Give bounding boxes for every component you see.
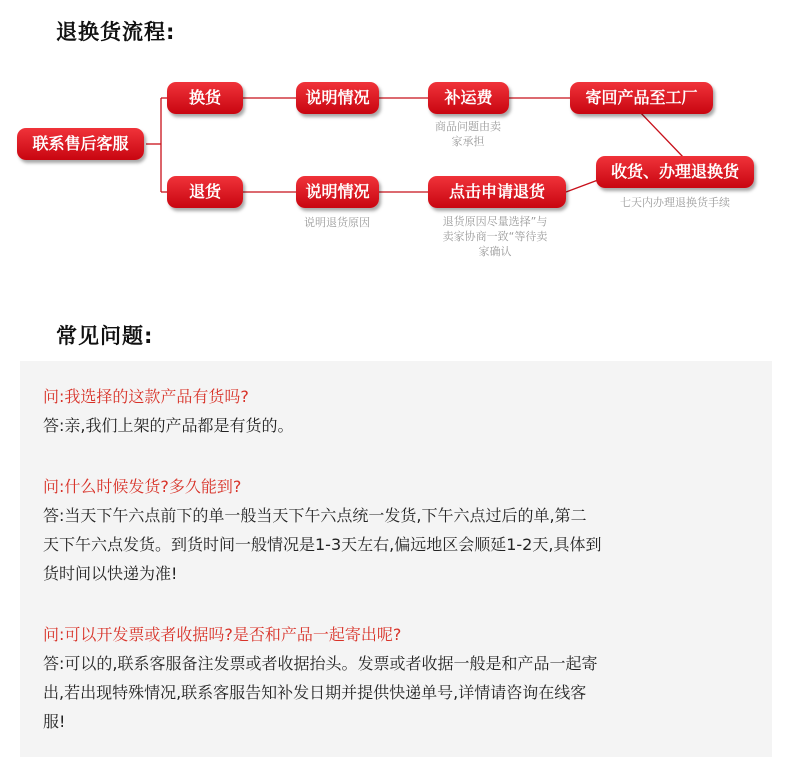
faq-item (43, 472, 764, 588)
send-to-factory-step (570, 82, 713, 114)
faq-answer-line: 出,若出现特殊情况,联系客服告知补发日期并提供快递单号,详情请咨询在线客 (43, 683, 587, 702)
return-explain-label: 说明情况 (305, 182, 370, 201)
faq-answer-line: 答:亲,我们上架的产品都是有货的。 (43, 416, 294, 435)
pay-shipping-label: 补运费 (444, 88, 493, 107)
apply-return-note-line: 家确认 (478, 245, 512, 258)
faq-answer-line: 答:当天下午六点前下的单一般当天下午六点统一发货,下午六点过后的单,第二 (43, 506, 587, 525)
exchange-explain-step (296, 82, 379, 114)
pay-shipping-step (428, 82, 509, 114)
faq-item (43, 382, 764, 440)
faq-question: 问:可以开发票或者收据吗?是否和产品一起寄出呢? (43, 625, 402, 644)
contact-support-step (17, 128, 144, 160)
faq-title: 常见问题: (56, 324, 154, 348)
receive-process-step (596, 156, 754, 188)
pay-shipping-note-line: 家承担 (451, 135, 485, 148)
apply-return-label: 点击申请退货 (448, 182, 545, 201)
exchange-step (167, 82, 243, 114)
receive-process-label: 收货、办理退换货 (610, 162, 739, 181)
faq-item (43, 620, 764, 736)
exchange-label: 换货 (188, 88, 221, 107)
return-process-title: 退换货流程: (56, 20, 176, 44)
faq-question: 问:什么时候发货?多久能到? (43, 477, 242, 496)
return-reason-note-line: 说明退货原因 (304, 216, 370, 229)
seven-day-note-line: 七天内办理退换货手续 (620, 196, 730, 209)
faq-question: 问:我选择的这款产品有货吗? (43, 387, 249, 406)
apply-return-step (428, 176, 566, 208)
return-step (167, 176, 243, 208)
exchange-explain-label: 说明情况 (305, 88, 370, 107)
faq-panel (20, 361, 772, 757)
apply-return-note-line: 卖家协商一致“等待卖 (442, 230, 548, 243)
return-label: 退货 (188, 182, 221, 201)
faq-answer-line: 天下午六点发货。到货时间一般情况是1-3天左右,偏远地区会顺延1-2天,具体到 (43, 535, 602, 554)
pay-shipping-note-line: 商品问题由卖 (435, 120, 501, 133)
apply-return-note (420, 214, 570, 259)
faq-answer-line: 服! (43, 712, 66, 731)
return-explain-step (296, 176, 379, 208)
apply-return-note-line: 退货原因尽量选择”与 (442, 215, 548, 228)
return-reason-note (287, 215, 387, 230)
pay-shipping-note (418, 119, 518, 149)
seven-day-note (596, 195, 754, 210)
faq-answer-line: 货时间以快递为准! (43, 564, 178, 583)
faq-answer-line: 答:可以的,联系客服备注发票或者收据抬头。发票或者收据一般是和产品一起寄 (43, 654, 598, 673)
contact-support-label: 联系售后客服 (32, 134, 129, 153)
send-to-factory-label: 寄回产品至工厂 (585, 88, 698, 107)
